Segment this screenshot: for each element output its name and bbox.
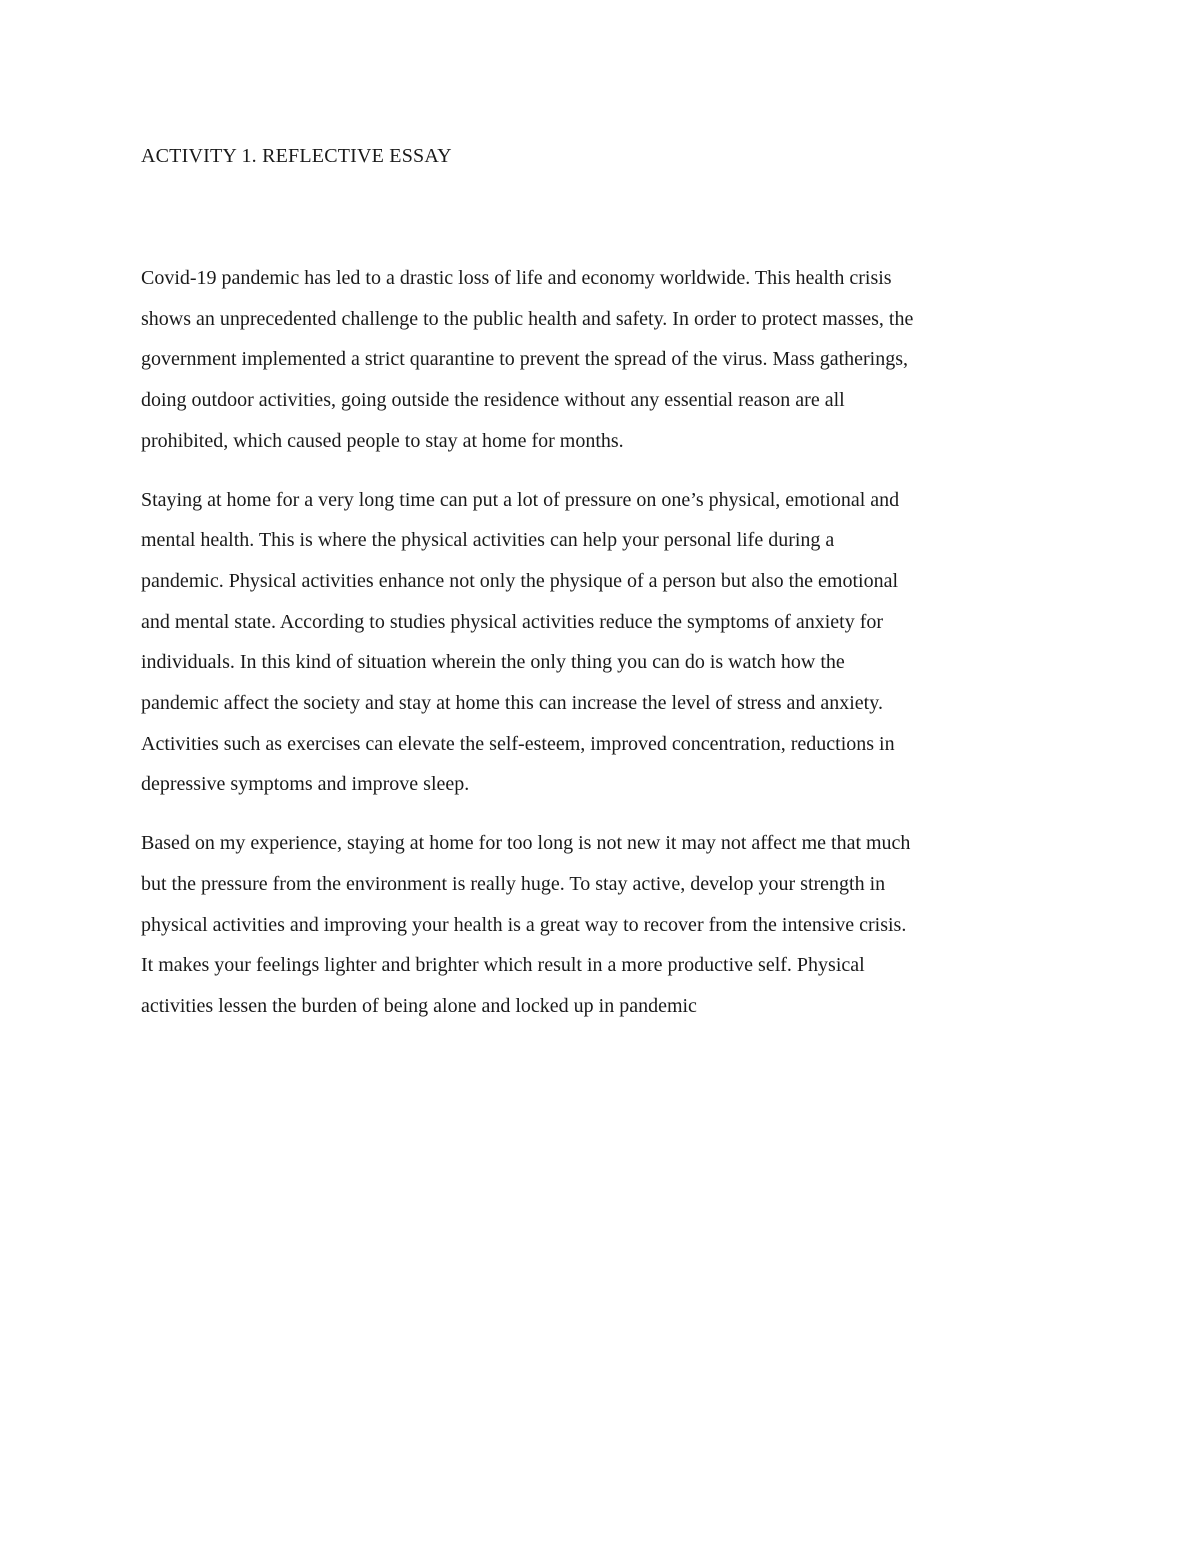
paragraph-line: Covid-19 pandemic has led to a drastic loss of life and economy worldwide. This health crisis xyxy=(141,267,892,289)
paragraph-line: individuals. In this kind of situation wherein the only thing you can do is watch how the xyxy=(141,651,845,674)
paragraph-line: Activities such as exercises can elevate the self-esteem, improved concentration, reductions in xyxy=(141,732,895,755)
paragraph-line: pandemic. Physical activities enhance not only the physique of a person but also the emotional xyxy=(141,569,899,592)
paragraph-line: prohibited, which caused people to stay at home for months. xyxy=(141,429,624,452)
paragraph-line: physical activities and improving your health is a great way to recover from the intensive crisis. xyxy=(141,913,907,936)
paragraph-line: doing outdoor activities, going outside the residence without any essential reason are all xyxy=(141,389,845,412)
paragraph-2 xyxy=(141,480,1071,806)
paragraph-line: mental health. This is where the physical activities can help your personal life during a xyxy=(141,529,835,552)
paragraph-1 xyxy=(141,258,1071,462)
paragraph-line: pandemic affect the society and stay at home this can increase the level of stress and anxiety. xyxy=(141,692,883,715)
paragraph-3 xyxy=(141,823,1071,1027)
essay-body xyxy=(141,258,1071,1045)
paragraph-line: shows an unprecedented challenge to the public health and safety. In order to protect masses, the xyxy=(141,307,914,330)
paragraph-line: and mental state. According to studies physical activities reduce the symptoms of anxiety for xyxy=(141,610,884,633)
paragraph-line: but the pressure from the environment is really huge. To stay active, develop your strength in xyxy=(141,872,886,895)
paragraph-line: activities lessen the burden of being alone and locked up in pandemic xyxy=(141,994,697,1017)
page-title: ACTIVITY 1. REFLECTIVE ESSAY xyxy=(141,145,452,167)
paragraph-line: It makes your feelings lighter and brighter which result in a more productive self. Physical xyxy=(141,954,865,977)
paragraph-line: Staying at home for a very long time can put a lot of pressure on one’s physical, emotional and xyxy=(141,488,900,511)
paragraph-line: government implemented a strict quarantine to prevent the spread of the virus. Mass gatherings, xyxy=(141,348,909,371)
paragraph-line: Based on my experience, staying at home for too long is not new it may not affect me that much xyxy=(141,832,911,855)
paragraph-line: depressive symptoms and improve sleep. xyxy=(141,773,470,796)
